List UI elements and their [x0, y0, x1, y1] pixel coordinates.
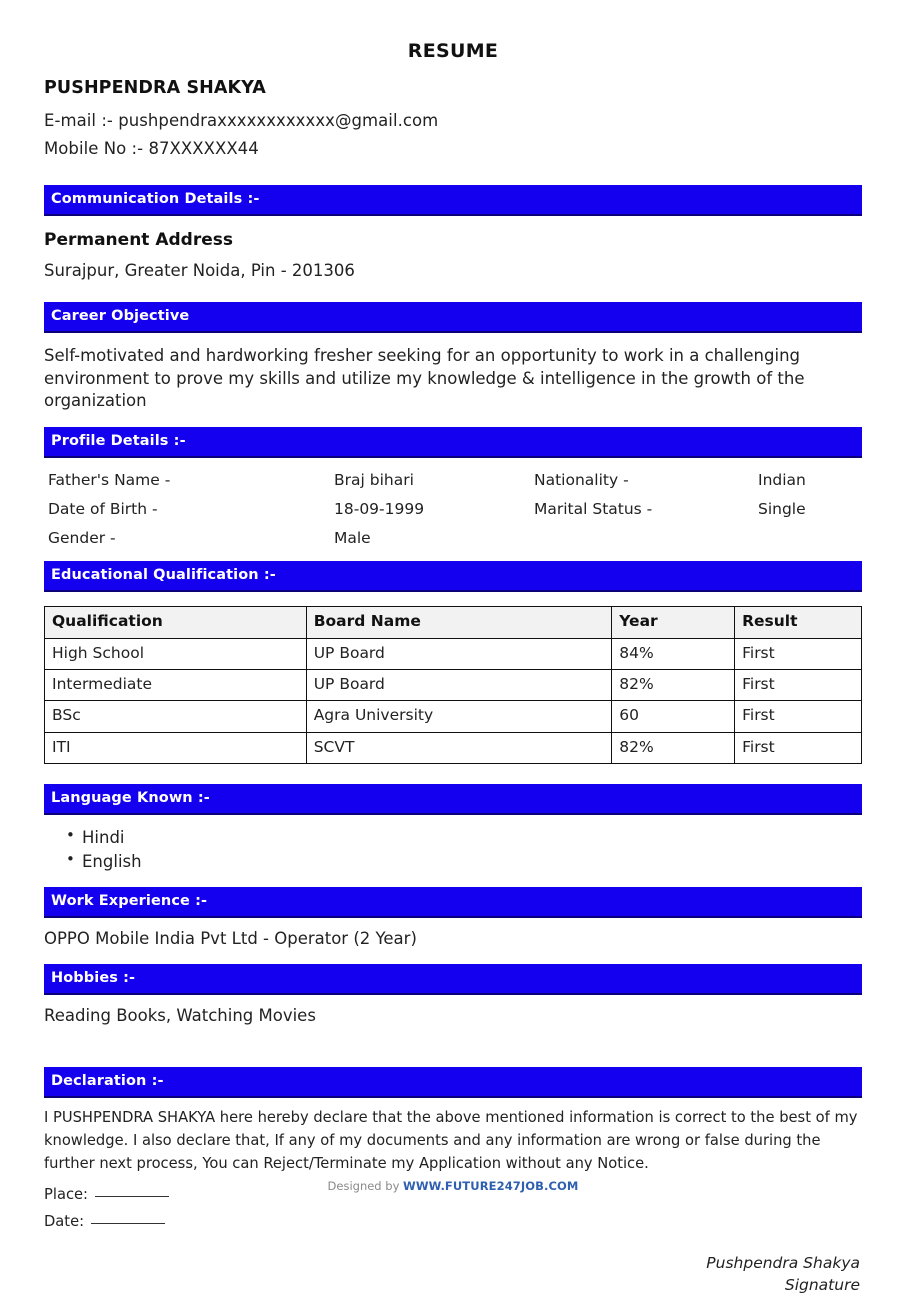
- cell-year: 82%: [612, 670, 735, 701]
- signature-block: [44, 1252, 862, 1297]
- profile-label: Marital Status -: [534, 500, 653, 519]
- profile-value: Indian: [758, 471, 806, 490]
- cell-qualification: ITI: [45, 732, 307, 763]
- date-blank-rule: [91, 1213, 165, 1224]
- profile-value: Single: [758, 500, 806, 519]
- section-header-educational-qualification: Educational Qualification :-: [44, 561, 862, 592]
- footer-brand-link[interactable]: WWW.FUTURE247JOB.COM: [403, 1179, 579, 1193]
- cell-qualification: BSc: [45, 701, 307, 732]
- signature-label: Signature: [784, 1276, 860, 1295]
- profile-value: [758, 530, 862, 547]
- cell-qualification: High School: [45, 638, 307, 669]
- footer: [0, 1179, 906, 1193]
- spacer: [44, 158, 862, 185]
- table-header-row: [45, 607, 862, 638]
- cell-board-name: Agra University: [306, 701, 612, 732]
- list-item: • Hindi: [66, 826, 862, 849]
- cell-year: 82%: [612, 732, 735, 763]
- column-header-result: Result: [735, 607, 862, 638]
- column-header-year: Year: [612, 607, 735, 638]
- section-header-communication: Communication Details :-: [44, 185, 862, 216]
- section-header-declaration: Declaration :-: [44, 1067, 862, 1098]
- language-list: [44, 826, 862, 873]
- declaration-text: I PUSHPENDRA SHAKYA here hereby declare that the above mentioned information is correct to the best of my knowledge. I also declare that, If any of my documents and any information are wrong or false during the further next process, You can Reject/Terminate my Application without any Notice.: [44, 1109, 858, 1173]
- work-experience-text: OPPO Mobile India Pvt Ltd - Operator (2 Year): [44, 929, 417, 949]
- table-row: [45, 670, 862, 701]
- spacer: [44, 282, 862, 302]
- cell-board-name: UP Board: [306, 670, 612, 701]
- spacer: [44, 764, 862, 784]
- permanent-address-label: Permanent Address: [44, 230, 233, 251]
- cell-year: 60: [612, 701, 735, 732]
- section-header-profile-details: Profile Details :-: [44, 427, 862, 458]
- spacer: [44, 547, 862, 561]
- candidate-name: PUSHPENDRA SHAKYA: [44, 78, 266, 98]
- email-line: E-mail :- pushpendraxxxxxxxxxxxx@gmail.com: [44, 111, 439, 130]
- cell-result: First: [735, 670, 862, 701]
- hobbies-text: Reading Books, Watching Movies: [44, 1006, 316, 1026]
- career-objective-text: Self-motivated and hardworking fresher seeking for an opportunity to work in a challenging environment to prove my skills and utilize my knowledge & intelligence in the growth of the organization: [44, 346, 805, 411]
- profile-label: Date of Birth -: [48, 500, 158, 519]
- profile-label: [534, 530, 758, 547]
- date-field: [44, 1213, 862, 1230]
- table-row: [45, 638, 862, 669]
- mobile-line: Mobile No :- 87XXXXXX44: [44, 139, 259, 158]
- signature-name: Pushpendra Shakya: [706, 1253, 860, 1272]
- section-header-language-known: Language Known :-: [44, 784, 862, 815]
- spacer: [44, 1027, 862, 1067]
- profile-label: Nationality -: [534, 471, 629, 490]
- cell-board-name: UP Board: [306, 638, 612, 669]
- profile-label: Gender -: [48, 529, 116, 548]
- profile-value: Braj bihari: [334, 471, 414, 490]
- table-row: [45, 701, 862, 732]
- cell-board-name: SCVT: [306, 732, 612, 763]
- section-header-hobbies: Hobbies :-: [44, 964, 862, 995]
- spacer: [44, 873, 862, 887]
- footer-designed-by-label: Designed by: [327, 1179, 404, 1193]
- table-row: [45, 732, 862, 763]
- profile-value: Male: [334, 529, 371, 548]
- section-header-career-objective: Career Objective: [44, 302, 862, 333]
- list-item: • English: [66, 850, 862, 873]
- profile-label: Father's Name -: [48, 471, 171, 490]
- cell-qualification: Intermediate: [45, 670, 307, 701]
- page-title: RESUME: [407, 40, 499, 62]
- spacer: [44, 950, 862, 964]
- cell-result: First: [735, 638, 862, 669]
- profile-value: 18-09-1999: [334, 500, 425, 519]
- cell-result: First: [735, 732, 862, 763]
- section-header-work-experience: Work Experience :-: [44, 887, 862, 918]
- spacer: [44, 413, 862, 427]
- column-header-board-name: Board Name: [306, 607, 612, 638]
- profile-details-grid: [44, 472, 862, 547]
- permanent-address-value: Surajpur, Greater Noida, Pin - 201306: [44, 261, 355, 281]
- education-table: [44, 606, 862, 764]
- cell-result: First: [735, 701, 862, 732]
- place-label: Place:: [44, 1185, 88, 1203]
- cell-year: 84%: [612, 638, 735, 669]
- date-label: Date:: [44, 1212, 85, 1230]
- column-header-qualification: Qualification: [45, 607, 307, 638]
